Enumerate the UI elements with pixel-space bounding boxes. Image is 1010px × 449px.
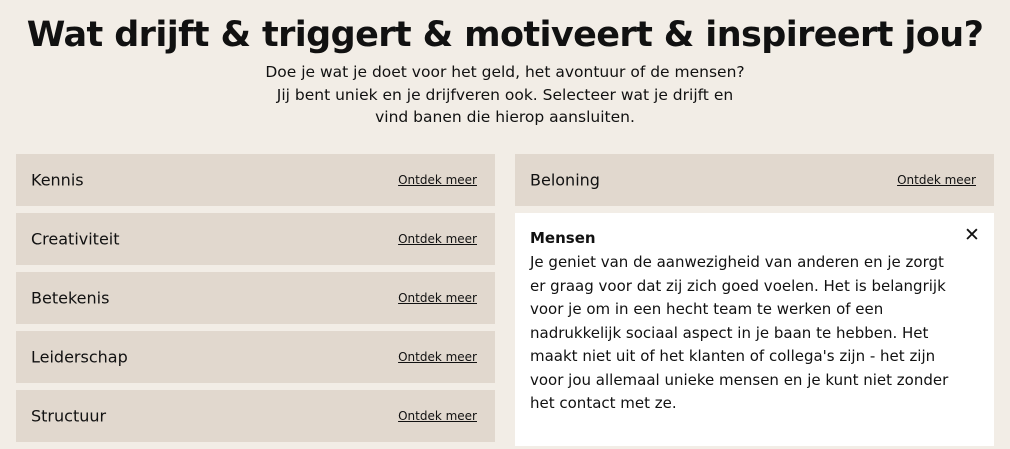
ontdek-meer-link[interactable]: Ontdek meer — [398, 291, 477, 305]
card-label: Kennis — [31, 170, 84, 190]
panel-line: voor jou allemaal unieke mensen en je kunt niet zonder — [530, 370, 949, 389]
card-creativiteit[interactable] — [16, 213, 495, 265]
intro-line: vind banen die hierop aansluiten. — [375, 108, 635, 126]
intro-text — [255, 61, 755, 129]
page-title: Wat drijft & triggert & motiveert & inspireert jou? — [26, 15, 984, 55]
card-leiderschap[interactable] — [16, 331, 495, 383]
panel-line: nadrukkelijk sociaal aspect in je baan te hebben. Het — [530, 323, 929, 342]
card-kennis[interactable] — [16, 154, 495, 206]
panel-description — [530, 251, 975, 416]
detail-panel-mensen — [515, 213, 994, 446]
card-label: Creativiteit — [31, 229, 120, 249]
intro-line: Doe je wat je doet voor het geld, het avontuur of de mensen? — [265, 63, 745, 81]
panel-line: maakt niet uit of het klanten of collega's zijn - het zijn — [530, 347, 936, 365]
card-label: Structuur — [31, 406, 107, 426]
panel-line: er graag voor dat zij zich goed voelen. Het is belangrijk — [530, 276, 946, 295]
panel-title: Mensen — [530, 229, 596, 247]
card-label: Beloning — [530, 170, 600, 190]
card-betekenis[interactable] — [16, 272, 495, 324]
panel-line: voor je om in een hecht team te werken of een — [530, 300, 884, 318]
ontdek-meer-link[interactable]: Ontdek meer — [398, 350, 477, 364]
card-structuur[interactable] — [16, 390, 495, 442]
ontdek-meer-link[interactable]: Ontdek meer — [398, 173, 477, 187]
card-label: Leiderschap — [31, 347, 128, 367]
card-beloning[interactable] — [515, 154, 994, 206]
ontdek-meer-link[interactable]: Ontdek meer — [398, 409, 477, 423]
card-label: Betekenis — [31, 288, 110, 308]
ontdek-meer-link[interactable]: Ontdek meer — [398, 232, 477, 246]
panel-line: het contact met ze. — [530, 394, 677, 412]
intro-line: Jij bent uniek en je drijfveren ook. Selecteer wat je drijft en — [276, 85, 734, 104]
panel-line: Je geniet van de aanwezigheid van anderen en je zorgt — [530, 253, 944, 271]
close-icon[interactable]: ✕ — [964, 224, 980, 246]
ontdek-meer-link[interactable]: Ontdek meer — [897, 173, 976, 187]
